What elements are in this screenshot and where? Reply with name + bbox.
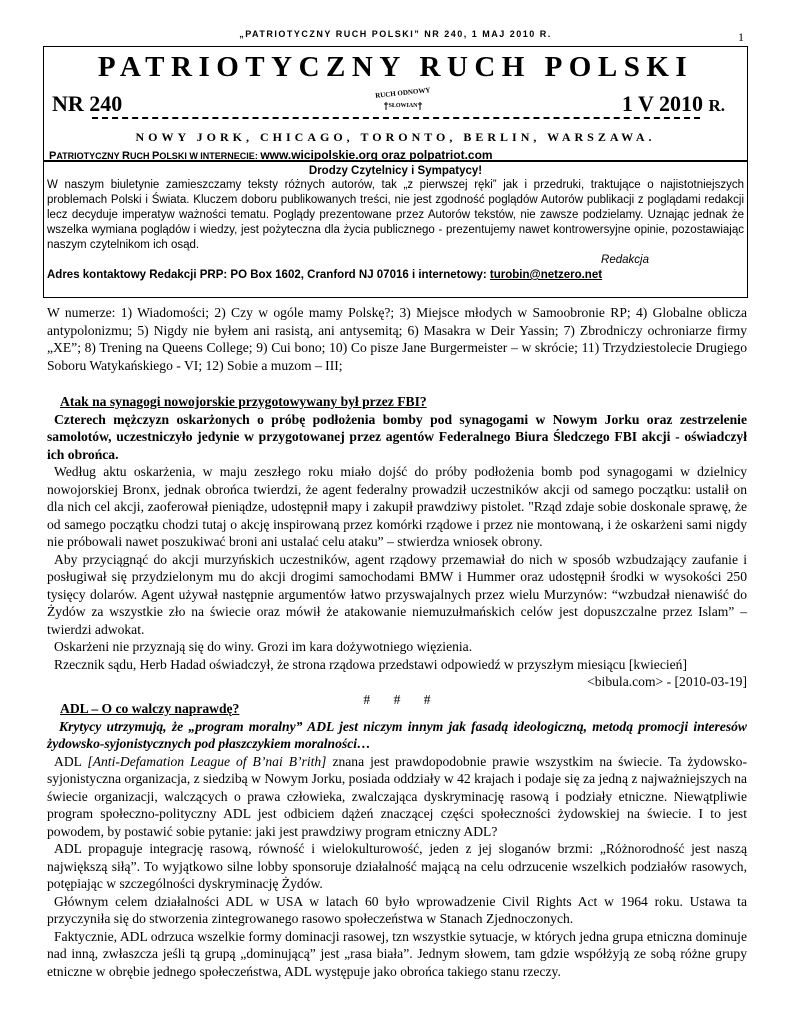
web-label: UCH bbox=[129, 151, 152, 161]
article-paragraph: Rzecznik sądu, Herb Hadad oświadczył, że strona rządowa przedstawi odpowiedź w przyszłym miesiącu [kwiecień] bbox=[54, 656, 687, 672]
logo-text-top: RUCH ODNOWY bbox=[374, 86, 431, 100]
cities-line: NOWY JORK, CHICAGO, TORONTO, BERLIN, WARSZAWA. bbox=[135, 130, 656, 144]
article-paragraph: Według aktu oskarżenia, w maju zeszłego roku miało dojść do próby podłożenia bomb pod synagogami w dzielnicy nowojorskiej Bronx, jednak obrońca twierdzi, że agent federalny prowadził uczestników akcji od samego początku: ustalił on dla nich cel akcji, zaoferował pieniądze, udostępnił mapy i zakupił prawdziwy pistolet. "Rząd zdaje sobie doskonale sprawę, że od samego początku chodzi tutaj o akcję inspirowaną przez komórki rządowe i przez nie montowaną, i że oskarżeni sami nigdy nie próbowali nawet poszukiwać broni ani ustalać celu ataku” – stwierdza wniosek obrony. bbox=[47, 464, 747, 549]
web-mid: oraz bbox=[377, 148, 410, 162]
paragraph-start: ADL bbox=[54, 753, 88, 769]
article-fbi bbox=[47, 393, 747, 708]
article-separator: # # # bbox=[363, 691, 431, 707]
running-head: „PATRIOTYCZNY RUCH POLSKI” NR 240, 1 MAJ 2010 R. bbox=[239, 29, 552, 39]
web-line bbox=[49, 148, 493, 162]
article-title: Atak na synagogi nowojorskie przygotowywany był przez FBI? bbox=[60, 394, 427, 409]
editorial-notice bbox=[43, 161, 748, 298]
table-of-contents: W numerze: 1) Wiadomości; 2) Czy w ogóle mamy Polskę?; 3) Miejsce młodych w Samoobronie RP; 4) Globalne oblicza antypolonizmu; 5) Nigdy nie byłem ani rasistą, ani antysemitą; 6) Masakra w Deir Yassin; 7) Zbrodniczy ochroniarze firmy „XE”; 8) Trening na Queens College; 9) Cui bono; 10) Co pisze Jane Burgermeister – w skrócie; 11) Trzydziestolecie Drugiego Soboru Watykańskiego - VI; 12) Sobie a muzom – III; bbox=[47, 305, 747, 373]
article-paragraph: Głównym celem działalności ADL w USA w latach 60 było wprowadzenie Civil Rights Act w 1964 roku. Ustawa ta przyczyniła się do stworzenia zintegrowanego rasowo społeczeństwa w Stanach Zjednoczonych. bbox=[47, 893, 747, 926]
web-label: ATRIOTYCZNY bbox=[56, 151, 123, 161]
page-number: 1 bbox=[738, 30, 744, 44]
issue-number: NR 240 bbox=[52, 91, 123, 116]
article-paragraph: Aby przyciągnąć do akcji murzyńskich uczestników, agent rządowy przemawiał do nich w sposób wzbudzający zaufanie i posługiwał się przydzielonym mu do akcji drogimi samochodami BMW i Hummer oraz udostępnił środki w wysokości 250 tysięcy dolarów. Agent używał następnie argumentów łatwo przyswajalnych przez wielu Murzynów: “wzbudzał nienawiść do Żydów za wszystkie zło na świecie oraz mówił że atakowanie niemuzułmańskich celów jest dopuszczalne przez Islam” – twierdzi adwokat. bbox=[47, 551, 747, 637]
polpatriot-link[interactable]: polpatriot.com bbox=[409, 148, 493, 162]
notice-body: W naszym biuletynie zamieszczamy teksty różnych autorów, tak „z pierwszej ręki” jak i przedruki, traktujące o najistotniejszych problemach Polski i Świata. Kluczem doboru publikowanych treści, nie jest zgodność poglądów Autorów publikacji z poglądami redakcji lecz decyduje imperatyw ważności tematu. Poglądy prezentowane przez Autorów tekstów, nie zawsze podzielamy. Uznając jednak że wszelka wymiana poglądów i wiedzy, jest pożyteczna dla życia publicznego - prezentujemy nawet kontrowersyjne opinie, pozostawiając naszym czytelnikom ich osąd. bbox=[47, 179, 744, 251]
contact-prefix: Adres kontaktowy Redakcji PRP bbox=[47, 269, 224, 281]
issue-date bbox=[622, 91, 725, 117]
wicipolskie-link[interactable]: www.wicipolskie.org bbox=[260, 148, 378, 162]
paragraph-rest: znana jest prawdopodobnie prawie wszystkim na świecie. Ta żydowsko-syjonistyczna organizacja, z siedzibą w Nowym Jorku, posiada oddziały w 42 krajach i podaje się za jedną z najważniejszych na świecie organizacji, walczących o prawa człowieka, zwalczająca dyskryminację rasową i podziały etniczne. Niewątpliwie program społeczno-polityczny ADL jest odbiciem dążeń znaczącej części społeczności żydowskiej na świecie. I to jest powodem, by postawić sobie pytanie: jaki jest prawdziwy program etniczny ADL? bbox=[47, 753, 748, 839]
web-label: P bbox=[151, 150, 160, 162]
issue-date-suffix: R. bbox=[708, 96, 725, 115]
article-paragraph bbox=[47, 753, 747, 841]
dashed-divider bbox=[92, 117, 700, 119]
article-lead: Krytycy utrzymują, że „program moralny” ADL jest niczym innym jak fasadą ideologiczną, metodą promocji interesów żydowsko-syjonistycznych pod płaszczykiem moralności… bbox=[47, 718, 747, 751]
notice-heading: Drodzy Czytelnicy i Sympatycy! bbox=[308, 165, 483, 177]
web-label: P bbox=[49, 150, 57, 162]
notice-signature: Redakcja bbox=[601, 254, 649, 266]
article-source: <bibula.com> - [2010-03-19] bbox=[587, 674, 747, 689]
paragraph-italic: [Anti-Defamation League of B’nai B’rith] bbox=[87, 753, 327, 769]
ruch-odnowy-logo-icon bbox=[374, 85, 431, 115]
article-paragraph: Faktycznie, ADL odrzuca wszelkie formy dominacji rasowej, tzn wszystkie sytuacje, w których jedna grupa etniczna dominuje nad inną, zwłaszcza jeśli tą grupą „dominującą” jest „rasa biała”. Jednym słowem, tam gdzie współżyją ze sobą różne grupy etniczne w obrębie jednego społeczeństwa, ADL występuje jako obrońca takiego stanu rzeczy. bbox=[47, 928, 747, 979]
article-lead: Czterech mężczyzn oskarżonych o próbę podłożenia bomby pod synagogami w Nowym Jorku oraz zestrzelenie samolotów, uczestniczyło jedynie w przygotowanej przez agentów Federalnego Biura Śledczego FBI akcji - oświadczył ich obrońca. bbox=[47, 411, 747, 462]
article-title: ADL – O co walczy naprawdę? bbox=[60, 701, 240, 716]
issue-date-main: 1 V 2010 bbox=[621, 91, 709, 116]
contact-mid: : PO Box 1602, Cranford NJ 07016 i internetowy: bbox=[223, 269, 490, 281]
article-adl bbox=[47, 700, 747, 980]
web-label: R bbox=[122, 150, 130, 162]
web-label: OLSKI W INTERNECIE: bbox=[159, 151, 261, 161]
article-paragraph: Oskarżeni nie przyznają się do winy. Grozi im kara dożywotniego więzienia. bbox=[54, 639, 473, 654]
logo-text-bottom: SŁOWIAN bbox=[388, 103, 418, 109]
masthead bbox=[43, 46, 748, 161]
masthead-title: PATRIOTYCZNY RUCH POLSKI bbox=[97, 51, 694, 83]
contact-address bbox=[44, 268, 747, 283]
contact-email-link[interactable]: turobin@netzero.net bbox=[489, 269, 603, 281]
article-paragraph: ADL propaguje integrację rasową, równość i wielokulturowość, jeden z jej sloganów brzmi: „Różnorodność jest naszą największą siłą”. To wyjątkowo silne lobby sponsoruje działalność mającą na celu odrzucenie wszelkich podziałów rasowych, potępiając w szczególności dyskryminację Żydów. bbox=[47, 841, 747, 891]
